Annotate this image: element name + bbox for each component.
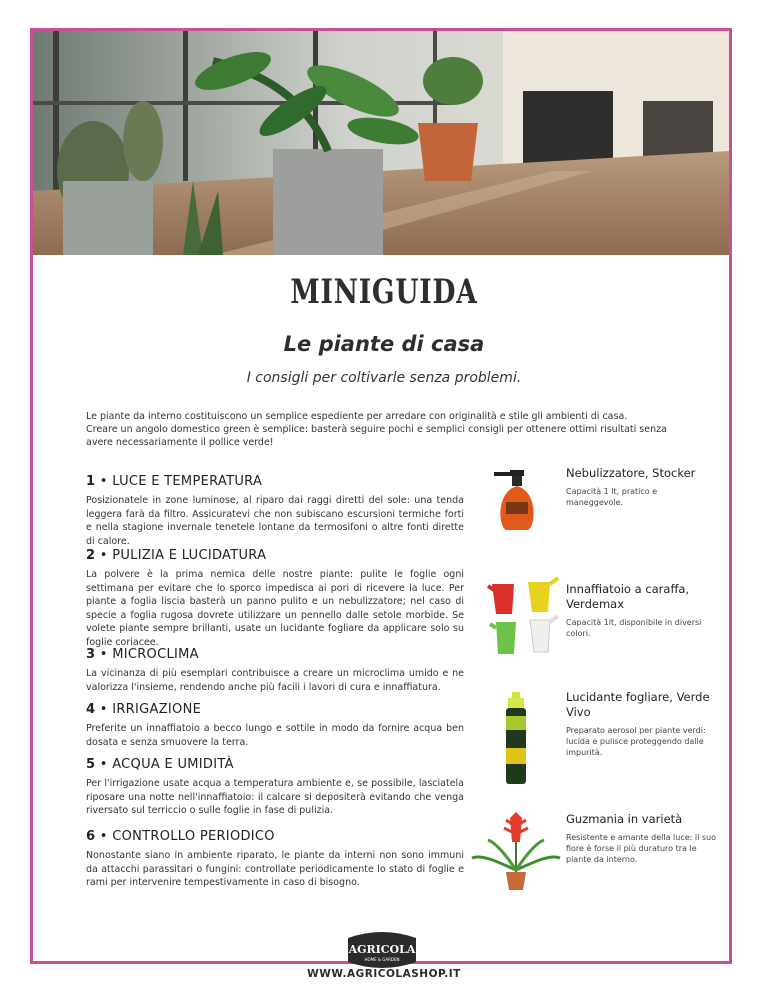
aerosol-can-icon: [486, 690, 566, 790]
section-irrigazione: [86, 702, 464, 749]
section-number: 3: [86, 647, 96, 662]
section-title: • MICROCLIMA: [95, 647, 199, 662]
page-title: MINIGUIDA: [290, 272, 478, 312]
section-heading: [86, 647, 464, 662]
watering-can-icon: [486, 574, 566, 662]
logo-subtext: HOME & GARDEN: [364, 957, 400, 962]
guzmania-plant-icon: [468, 812, 564, 896]
section-title: • LUCE E TEMPERATURA: [95, 474, 263, 489]
intro-text: [86, 410, 686, 449]
product-innaffiatoio: [486, 574, 726, 664]
section-acqua-umidita: [86, 757, 464, 818]
product-description: Resistente e amante della luce: il suo fiore è forse il più duraturo tra le piante da interno.: [566, 833, 717, 864]
section-microclima: [86, 647, 464, 694]
section-heading: [86, 474, 464, 489]
section-heading: [86, 702, 464, 717]
intro-line: Le piante da interno costituiscono un semplice espediente per arredare con originalità e stile gli ambienti di casa.: [86, 411, 628, 422]
product-description: Capacità 1lt, disponibile in diversi colori.: [566, 618, 702, 638]
product-info: [566, 582, 716, 639]
product-info: [566, 690, 716, 758]
section-title: • CONTROLLO PERIODICO: [95, 829, 275, 844]
page-tagline: I consigli per coltivarle senza problemi.: [246, 370, 522, 386]
logo-text: AGRICOLA: [348, 943, 416, 956]
section-number: 5: [86, 757, 96, 772]
spray-bottle-icon: [486, 466, 566, 540]
section-body: Preferite un innaffiatoio a becco lungo e sottile in modo da fornire acqua ben dosata e senza smuovere la terra.: [86, 723, 464, 748]
product-guzmania: [486, 812, 726, 892]
section-luce-temperatura: [86, 474, 464, 548]
section-title: • ACQUA E UMIDITÀ: [95, 757, 234, 772]
section-heading: [86, 829, 464, 844]
product-info: [566, 466, 716, 508]
product-name: Guzmania in varietà: [566, 812, 683, 826]
product-info: [566, 812, 716, 865]
intro-line: Creare un angolo domestico green è semplice: basterà seguire pochi e semplici consigli per ottenere ottimi risultati senza avere necessariamente il pollice verde!: [86, 424, 667, 448]
product-name: Nebulizzatore, Stocker: [566, 466, 696, 480]
section-body: Nonostante siano in ambiente riparato, le piante da interni non sono immuni da attacchi parassitari o fungini: controllate periodicamente lo stato di foglie e rami per intervenire tempestivamente in caso di bisogno.: [86, 850, 464, 888]
section-body: Posizionatele in zone luminose, al riparo dai raggi diretti del sole: una tenda leggera farà da filtro. Assicuratevi che non subiscano escursioni termiche forti e nella stagione invernale tenetele lontane da termosifoni o altre fonti dirette di calore.: [86, 495, 464, 547]
product-description: Capacità 1 lt, pratico e maneggevole.: [566, 487, 658, 507]
section-number: 1: [86, 474, 96, 489]
section-body: Per l'irrigazione usate acqua a temperatura ambiente e, se possibile, lasciatela riposare una notte nell'innaffiatoio: il calcare si depositerà evitando che venga riversato sul terriccio o sulle foglie in fase di pulizia.: [86, 778, 464, 816]
section-heading: [86, 757, 464, 772]
section-heading: [86, 548, 464, 563]
section-number: 4: [86, 702, 96, 717]
product-description: Preparato aerosol per piante verdi: lucida e pulisce proteggendo dalle impurità.: [566, 726, 706, 757]
hero-photo: [33, 31, 729, 255]
page-subtitle: Le piante di casa: [283, 332, 485, 356]
section-number: 2: [86, 548, 96, 563]
product-lucidante: [486, 690, 726, 790]
section-pulizia-lucidatura: [86, 548, 464, 649]
section-number: 6: [86, 829, 96, 844]
section-title: • IRRIGAZIONE: [95, 702, 202, 717]
section-controllo-periodico: [86, 829, 464, 890]
footer-url[interactable]: WWW.AGRICOLASHOP.IT: [307, 968, 461, 980]
product-nebulizzatore: [486, 466, 726, 536]
section-title: • PULIZIA E LUCIDATURA: [95, 548, 267, 563]
product-name: Innaffiatoio a caraffa, Verdemax: [566, 582, 690, 611]
product-name: Lucidante fogliare, Verde Vivo: [566, 690, 710, 719]
section-body: La vicinanza di più esemplari contribuisce a creare un microclima umido e ne valorizza l'insieme, rendendo anche più facili i lavori di cura e innaffiatura.: [86, 668, 464, 693]
section-body: La polvere è la prima nemica delle nostre piante: pulite le foglie ogni settimana per evitare che lo sporco impedisca ai pori di ricevere la luce. Per piante a foglia liscia basterà un panno pulito e un nebulizzatore; nel caso di specie a foglia rugosa dovrete utilizzare un pennello dalle setole morbide. Se volete piante sempre brillanti, usate un lucidante fogliare da applicare solo su foglie coriacee.: [86, 569, 464, 648]
agricola-logo[interactable]: [342, 930, 422, 970]
